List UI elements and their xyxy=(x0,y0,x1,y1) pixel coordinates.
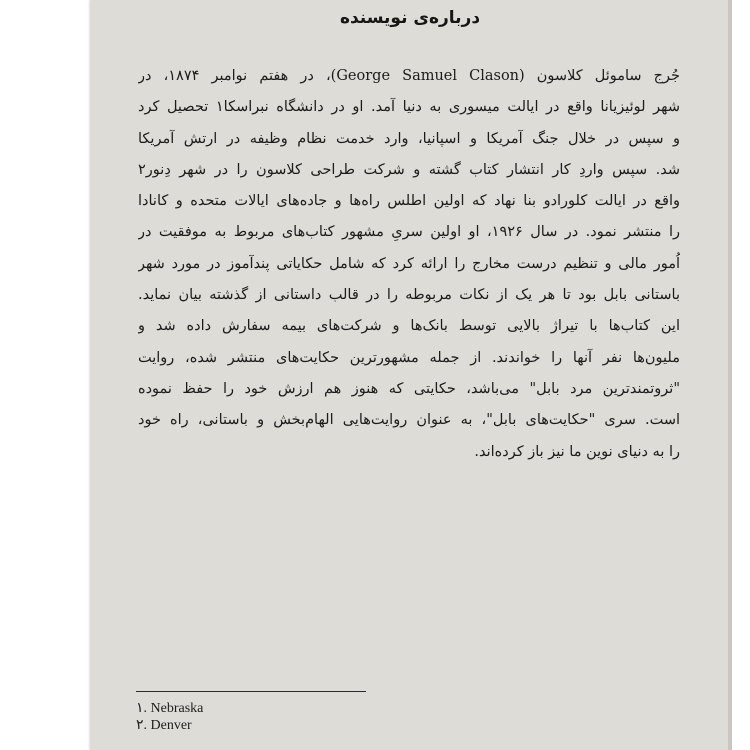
text-line-1: جُرج ساموئل کلاسون (George Samuel Clason)، در هفتم نوامبر ۱۸۷۴، در xyxy=(138,68,680,84)
text-line-2: شهر لوئیزیانا واقع در ایالت میسوری به دنیا آمد. او در دانشگاه نبراسکا۱ تحصیل کرد xyxy=(138,99,680,116)
text-line-13: را به دنیای نوین ما نیز باز کرده‌اند. xyxy=(474,443,680,460)
text-line-12: است. سری "حکایت‌های بابل"، به عنوان روایت‌هایی الهام‌بخش و باستانی، راه خود xyxy=(138,412,680,429)
footnotes xyxy=(136,700,436,734)
text-line-9: این کتاب‌ها با تیراژ بالایی توسط بانک‌ها و شرکت‌های بیمه سفارش داده شد و xyxy=(138,318,680,335)
text-line-3: و سپس در خلال جنگ آمریکا و اسپانیا، وارد خدمت نظام وظیفه در ارتش آمریکا xyxy=(138,130,680,147)
text-line-5: واقع در ایالت کلورادو بنا نهاد که اولین اطلس راه‌ها و جاده‌های ایالات متحده و کانادا xyxy=(138,193,680,210)
text-line-4: شد. سپس واردِ کار انتشار کتاب گشته و شرکت طراحی کلاسون را در شهر دِنور۲ xyxy=(138,161,680,178)
footnote-2: ۲. Denver xyxy=(136,718,192,733)
footnote-1: ۱. Nebraska xyxy=(136,701,204,716)
page-edge xyxy=(728,0,732,750)
text-line-7: اُمور مالی و تنظیم درست مخارج را ارائه کرد که شامل حکایاتی پندآموز در مورد شهر xyxy=(138,255,680,272)
text-line-8: باستانی بابل بود تا هر یک از نکات مربوطه را در قالب داستانی از گذشته بیان نماید. xyxy=(138,287,680,304)
text-line-6: را منتشر نمود. در سال ۱۹۲۶، او اولین سریِ مشهور کتاب‌های مربوط به موفقیت در xyxy=(138,224,680,241)
text-line-10: ملیون‌ها نفر آنها را خواندند. از جمله مشهورترین حکایت‌های منتشر شده، روایت xyxy=(138,349,680,366)
footnote-divider xyxy=(136,691,366,692)
author-biography xyxy=(138,61,680,468)
book-page xyxy=(90,0,730,750)
page-title: درباره‌ی نویسنده xyxy=(339,8,481,28)
text-line-11: "ثروتمندترین مرد بابل" می‌باشد، حکایتی که هنوز هم ارزش خود را حفظ نموده xyxy=(138,380,680,397)
